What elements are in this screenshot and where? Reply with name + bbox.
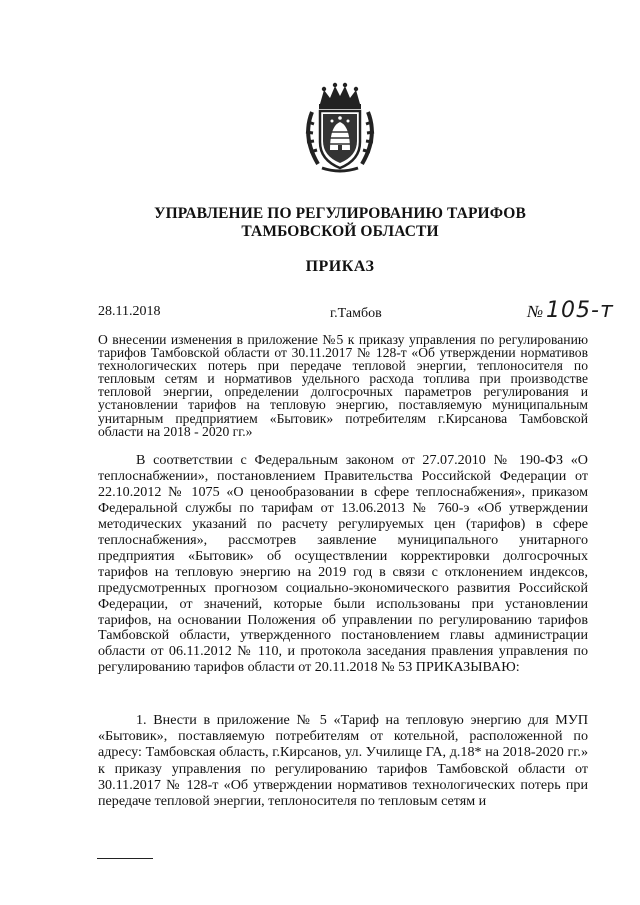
footnote-separator — [97, 858, 153, 859]
order-preamble: В соответствии с Федеральным законом от 27.07.2010 № 190-ФЗ «О теплоснабжении», постановлением Правительства Российской Федерации от 22.10.2012 № 1075 «О ценообразовании в сфере теплоснабжения», приказом Федеральной службы по тарифам от 13.06.2013 № 760-э «Об утверждении методических указаний по расчету регулируемых цен (тарифов) в сфере теплоснабжения», рассмотрев заявление муниципального унитарного предприятия «Бытовик» об осуществлении корректировки долгосрочных тарифов на тепловую энергию на 2019 год в связи с отклонением индексов, предусмотренных прогнозом социально-экономического развития Российской Федерации, от значений, которые были использованы при установлении тарифов, на основании Положения об управлении по регулированию тарифов Тамбовской области, утвержденного постановлением главы администрации области от 06.11.2012 № 110, и протокола заседания правления управления по регулированию тарифов области от 20.11.2018 № 53 ПРИКАЗЫВАЮ: — [98, 452, 588, 676]
order-item-1: 1. Внести в приложение № 5 «Тариф на тепловую энергию для МУП «Бытовик», поставляемую потребителям от котельной, расположенной по адресу: Тамбовская область, г.Кирсанов, ул. Училище ГА, д.18* на 2018-2020 гг.» к приказу управления по регулированию тарифов Тамбовской области от 30.11.2017 № 128-т «Об утверждении нормативов технологических потерь при передаче тепловой энергии, теплоносителя по тепловым сетям и — [98, 712, 588, 810]
organization-title-line1: УПРАВЛЕНИЕ ПО РЕГУЛИРОВАНИЮ ТАРИФОВ — [154, 205, 526, 222]
document-date: 28.11.2018 — [98, 304, 161, 319]
organization-title-line2: ТАМБОВСКОЙ ОБЛАСТИ — [241, 223, 439, 240]
document-city: г.Тамбов — [330, 306, 382, 321]
coat-of-arms-icon — [300, 82, 380, 174]
document-type: ПРИКАЗ — [305, 258, 375, 275]
order-subject: О внесении изменения в приложение №5 к приказу управления по регулированию тарифов Тамбовской области от 30.11.2017 № 128-т «Об утверждении нормативов технологических потерь при передаче тепловой энергии, теплоносителя по тепловым сетям и нормативов удельного расхода топлива при производстве тепловой энергии, определении долгосрочных параметров регулирования и установлении тарифов на тепловую энергию, поставляемую муниципальным унитарным предприятием «Бытовик» потребителям г.Кирсанова Тамбовской области на 2018 - 2020 гг.» — [98, 332, 588, 439]
number-sign: № — [527, 302, 544, 321]
document-number — [527, 298, 614, 323]
organization-title — [0, 205, 640, 241]
handwritten-number: 105-т — [546, 298, 614, 323]
